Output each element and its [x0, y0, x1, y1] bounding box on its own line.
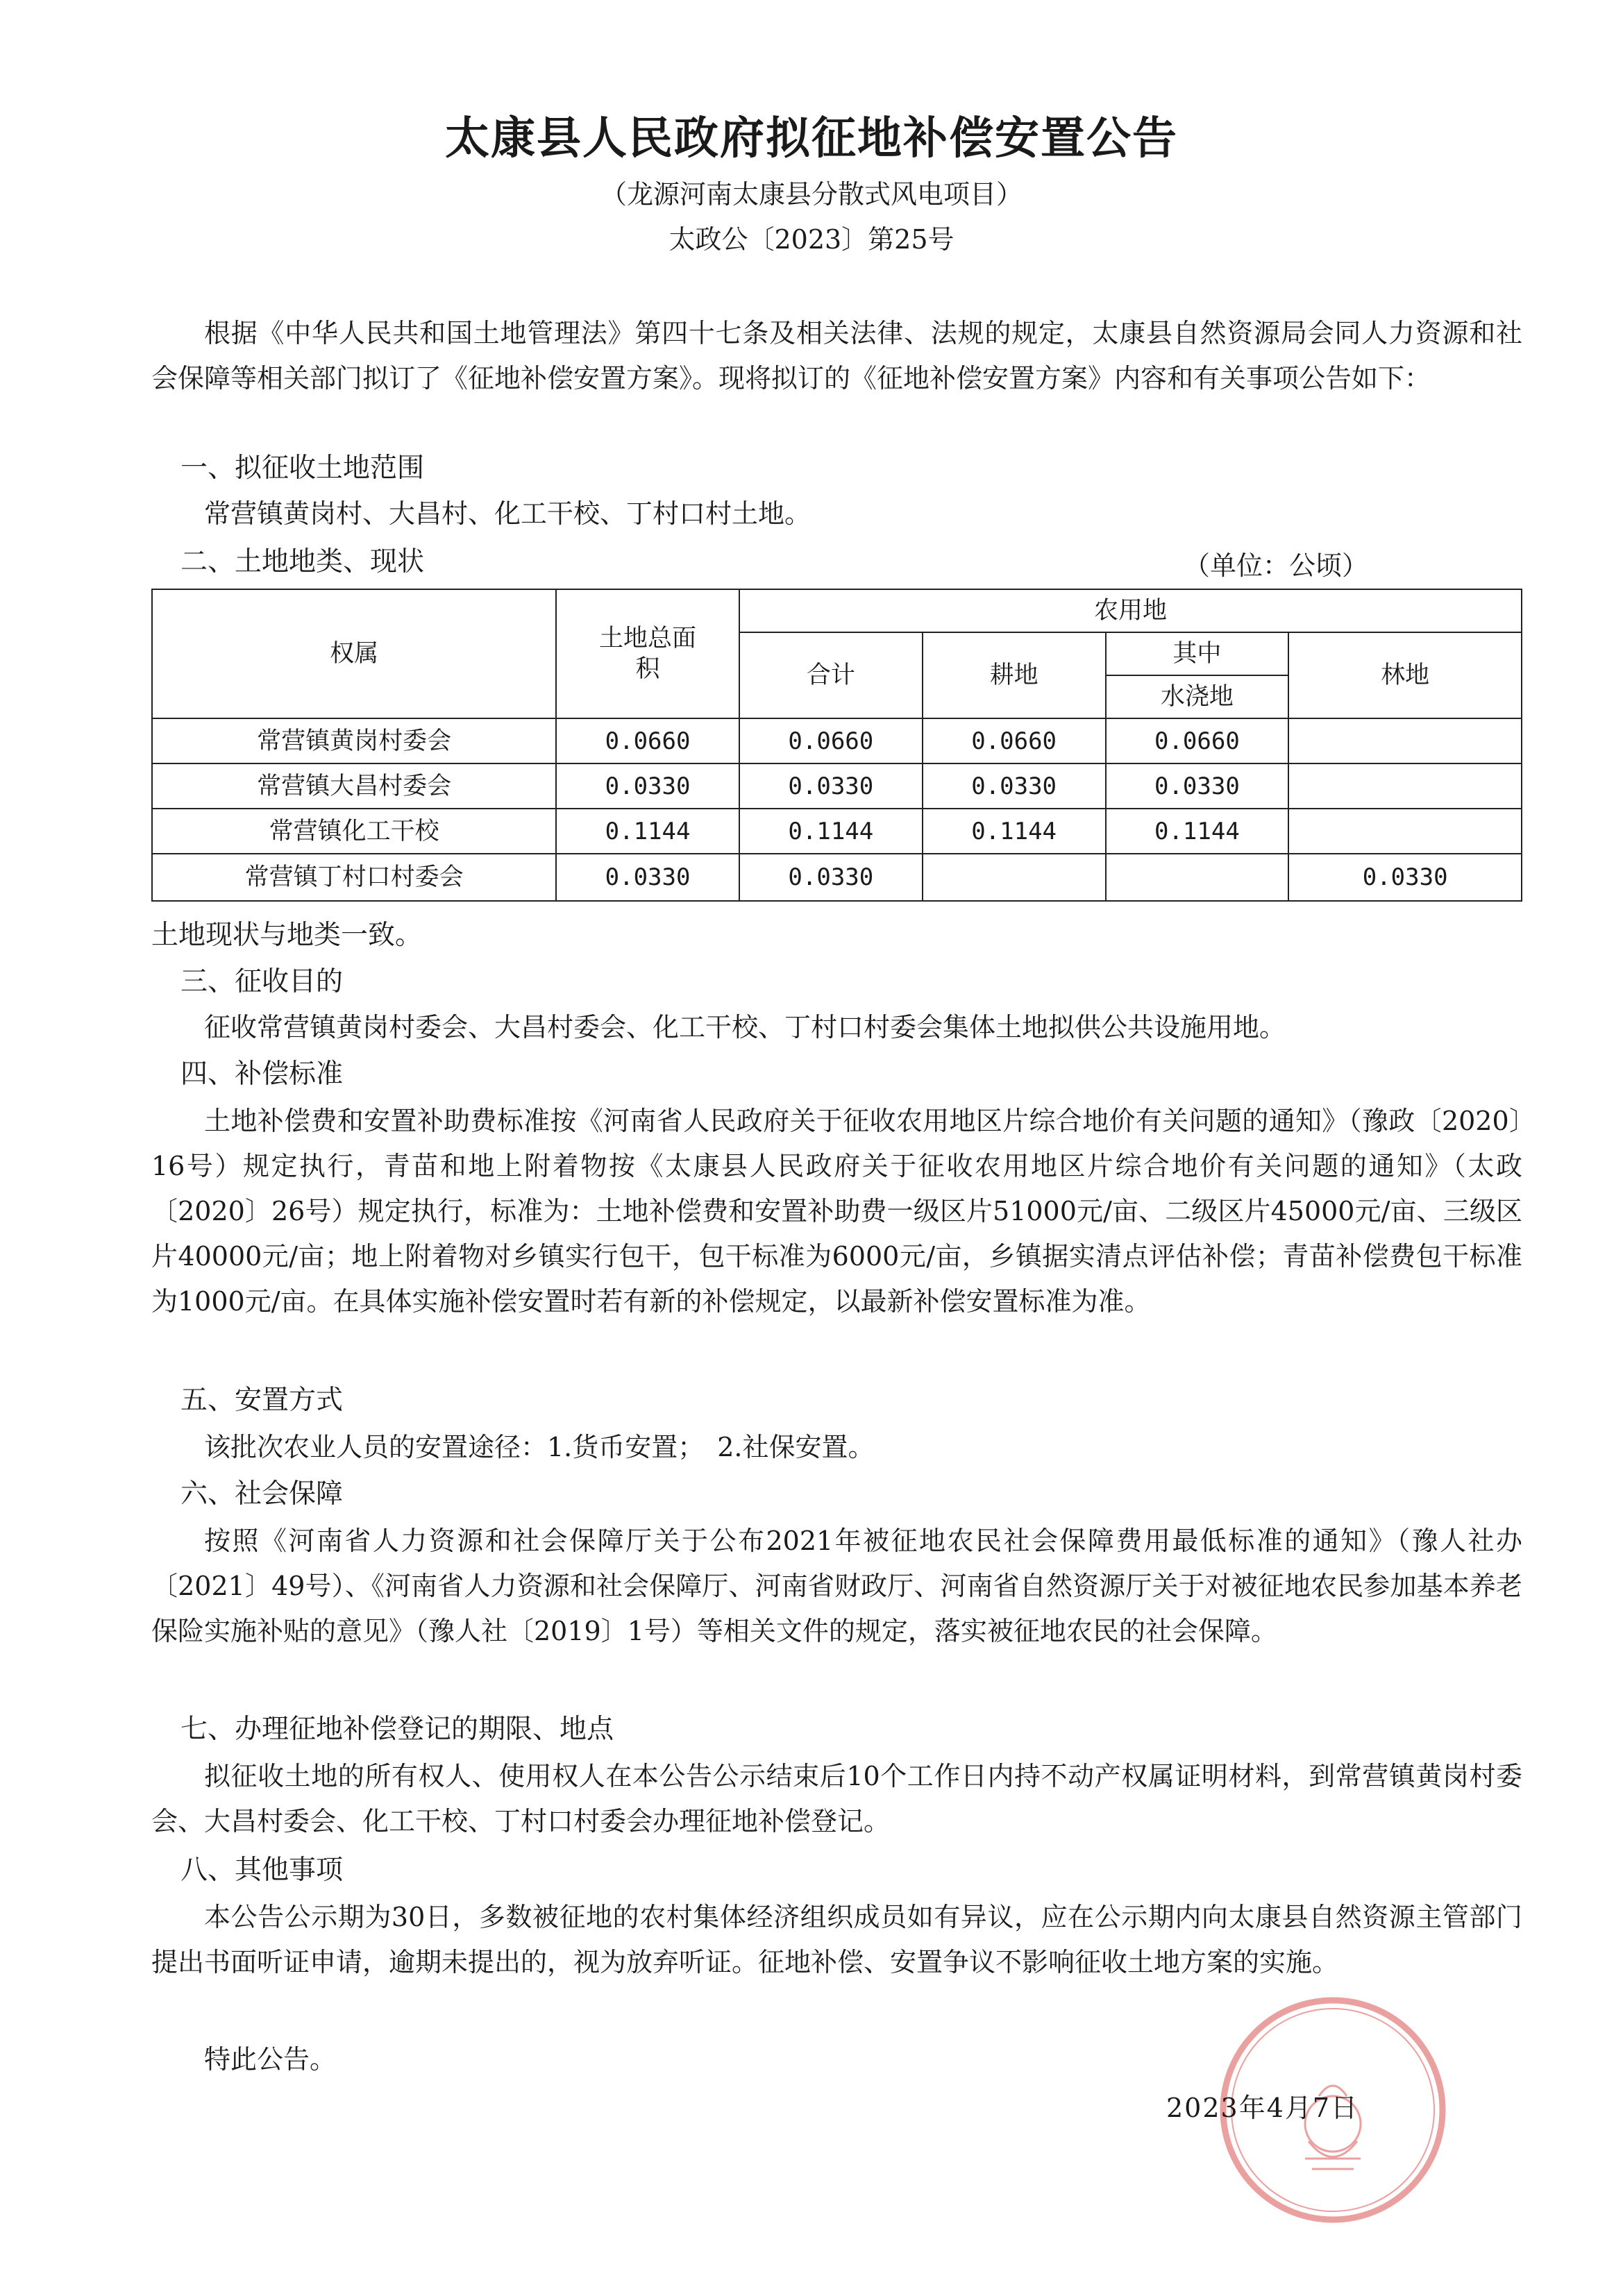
- row-forest: [1288, 809, 1522, 854]
- header-agricultural-land: 农用地: [739, 589, 1522, 632]
- row-total: 0.0330: [556, 854, 739, 901]
- section1-body: 常营镇黄岗村、大昌村、化工干校、丁村口村土地。: [204, 498, 812, 529]
- document-date: 2023年4月7日: [1166, 2093, 1359, 2123]
- row-forest: [1288, 763, 1522, 809]
- row-irrigated: [1106, 854, 1289, 901]
- row-forest: [1288, 718, 1522, 763]
- row-total: 0.0330: [556, 763, 739, 809]
- table-row: [152, 763, 1522, 809]
- document-number: 太政公〔2023〕第25号: [668, 224, 955, 255]
- header-of-which: 其中: [1106, 632, 1289, 675]
- section3-heading: 三、征收目的: [180, 966, 344, 997]
- section7-body: 拟征收土地的所有权人、使用权人在本公告公示结束后10个工作日内持不动产权属证明材料，到常营镇黄岗村委会、大昌村委会、化工干校、丁村口村委会办理征地补偿登记。: [151, 1761, 1522, 1837]
- table-row: [152, 854, 1522, 901]
- row-cultivated: [923, 854, 1106, 901]
- section5-heading: 五、安置方式: [180, 1385, 344, 1416]
- section1-heading: 一、拟征收土地范围: [180, 453, 425, 484]
- section5-body: 该批次农业人员的安置途径：1.货币安置； 2.社保安置。: [204, 1432, 875, 1462]
- header-forest: 林地: [1288, 632, 1522, 718]
- section2-note: 土地现状与地类一致。: [151, 920, 423, 951]
- row-owner: 常营镇大昌村委会: [152, 763, 556, 809]
- section4-heading: 四、补偿标准: [180, 1058, 344, 1090]
- closing-text: 特此公告。: [204, 2044, 337, 2075]
- section3-body: 征收常营镇黄岗村委会、大昌村委会、化工干校、丁村口村委会集体土地拟供公共设施用地。: [204, 1012, 1286, 1043]
- section4-body: 土地补偿费和安置补助费标准按《河南省人民政府关于征收农用地区片综合地价有关问题的通知》（豫政〔2020〕16号）规定执行，青苗和地上附着物按《太康县人民政府关于征收农用地区片综合地价有关问题的通知》（太政〔2020〕26号）规定执行，标准为：土地补偿费和安置补助费一级区片51000元/亩、二级区片45000元/亩、三级区片40000元/亩；地上附着物对乡镇实行包干，包干标准为6000元/亩，乡镇据实清点评估补偿；青苗补偿费包干标准为1000元/亩。在具体实施补偿安置时若有新的补偿规定，以最新补偿安置标准为准。: [151, 1106, 1522, 1317]
- section7-heading: 七、办理征地补偿登记的期限、地点: [180, 1714, 614, 1745]
- row-total: 0.0660: [556, 718, 739, 763]
- section6-body: 按照《河南省人力资源和社会保障厅关于公布2021年被征地农民社会保障费用最低标准的通知》（豫人社办〔2021〕49号）、《河南省人力资源和社会保障厅、河南省财政厅、河南省自然资源厅关于对被征地农民参加基本养老保险实施补贴的意见》（豫人社〔2019〕1号）等相关文件的规定，落实被征地农民的社会保障。: [151, 1526, 1522, 1646]
- intro-paragraph: 根据《中华人民共和国土地管理法》第四十七条及相关法律、法规的规定，太康县自然资源局会同人力资源和社会保障等相关部门拟订了《征地补偿安置方案》。现将拟订的《征地补偿安置方案》内容和有关事项公告如下：: [151, 318, 1522, 394]
- header-cultivated: 耕地: [923, 632, 1106, 718]
- row-subtotal: 0.0330: [739, 763, 923, 809]
- row-forest: 0.0330: [1288, 854, 1522, 901]
- section8-heading: 八、其他事项: [180, 1855, 344, 1886]
- row-subtotal: 0.0660: [739, 718, 923, 763]
- document-subtitle: （龙源河南太康县分散式风电项目）: [600, 179, 1023, 210]
- row-cultivated: 0.0330: [923, 763, 1106, 809]
- row-cultivated: 0.1144: [923, 809, 1106, 854]
- header-total-area: 土地总面积: [556, 589, 739, 718]
- header-owner: 权属: [152, 589, 556, 718]
- table-row: [152, 718, 1522, 763]
- header-subtotal: 合计: [739, 632, 923, 718]
- section6-heading: 六、社会保障: [180, 1478, 344, 1510]
- land-table: [151, 589, 1522, 902]
- row-owner: 常营镇黄岗村委会: [152, 718, 556, 763]
- section8-body: 本公告公示期为30日，多数被征地的农村集体经济组织成员如有异议，应在公示期内向太康县自然资源主管部门提出书面听证申请，逾期未提出的，视为放弃听证。征地补偿、安置争议不影响征收土地方案的实施。: [151, 1902, 1522, 1977]
- row-irrigated: 0.0660: [1106, 718, 1289, 763]
- row-subtotal: 0.0330: [739, 854, 923, 901]
- section2-heading: 二、土地地类、现状: [180, 546, 425, 577]
- unit-label: （单位：公顷）: [1184, 550, 1369, 581]
- document-title: 太康县人民政府拟征地补偿安置公告: [445, 113, 1178, 164]
- row-total: 0.1144: [556, 809, 739, 854]
- row-irrigated: 0.1144: [1106, 809, 1289, 854]
- table-row: [152, 809, 1522, 854]
- header-irrigated: 水浇地: [1106, 675, 1289, 718]
- row-irrigated: 0.0330: [1106, 763, 1289, 809]
- row-cultivated: 0.0660: [923, 718, 1106, 763]
- row-owner: 常营镇丁村口村委会: [152, 854, 556, 901]
- row-owner: 常营镇化工干校: [152, 809, 556, 854]
- row-subtotal: 0.1144: [739, 809, 923, 854]
